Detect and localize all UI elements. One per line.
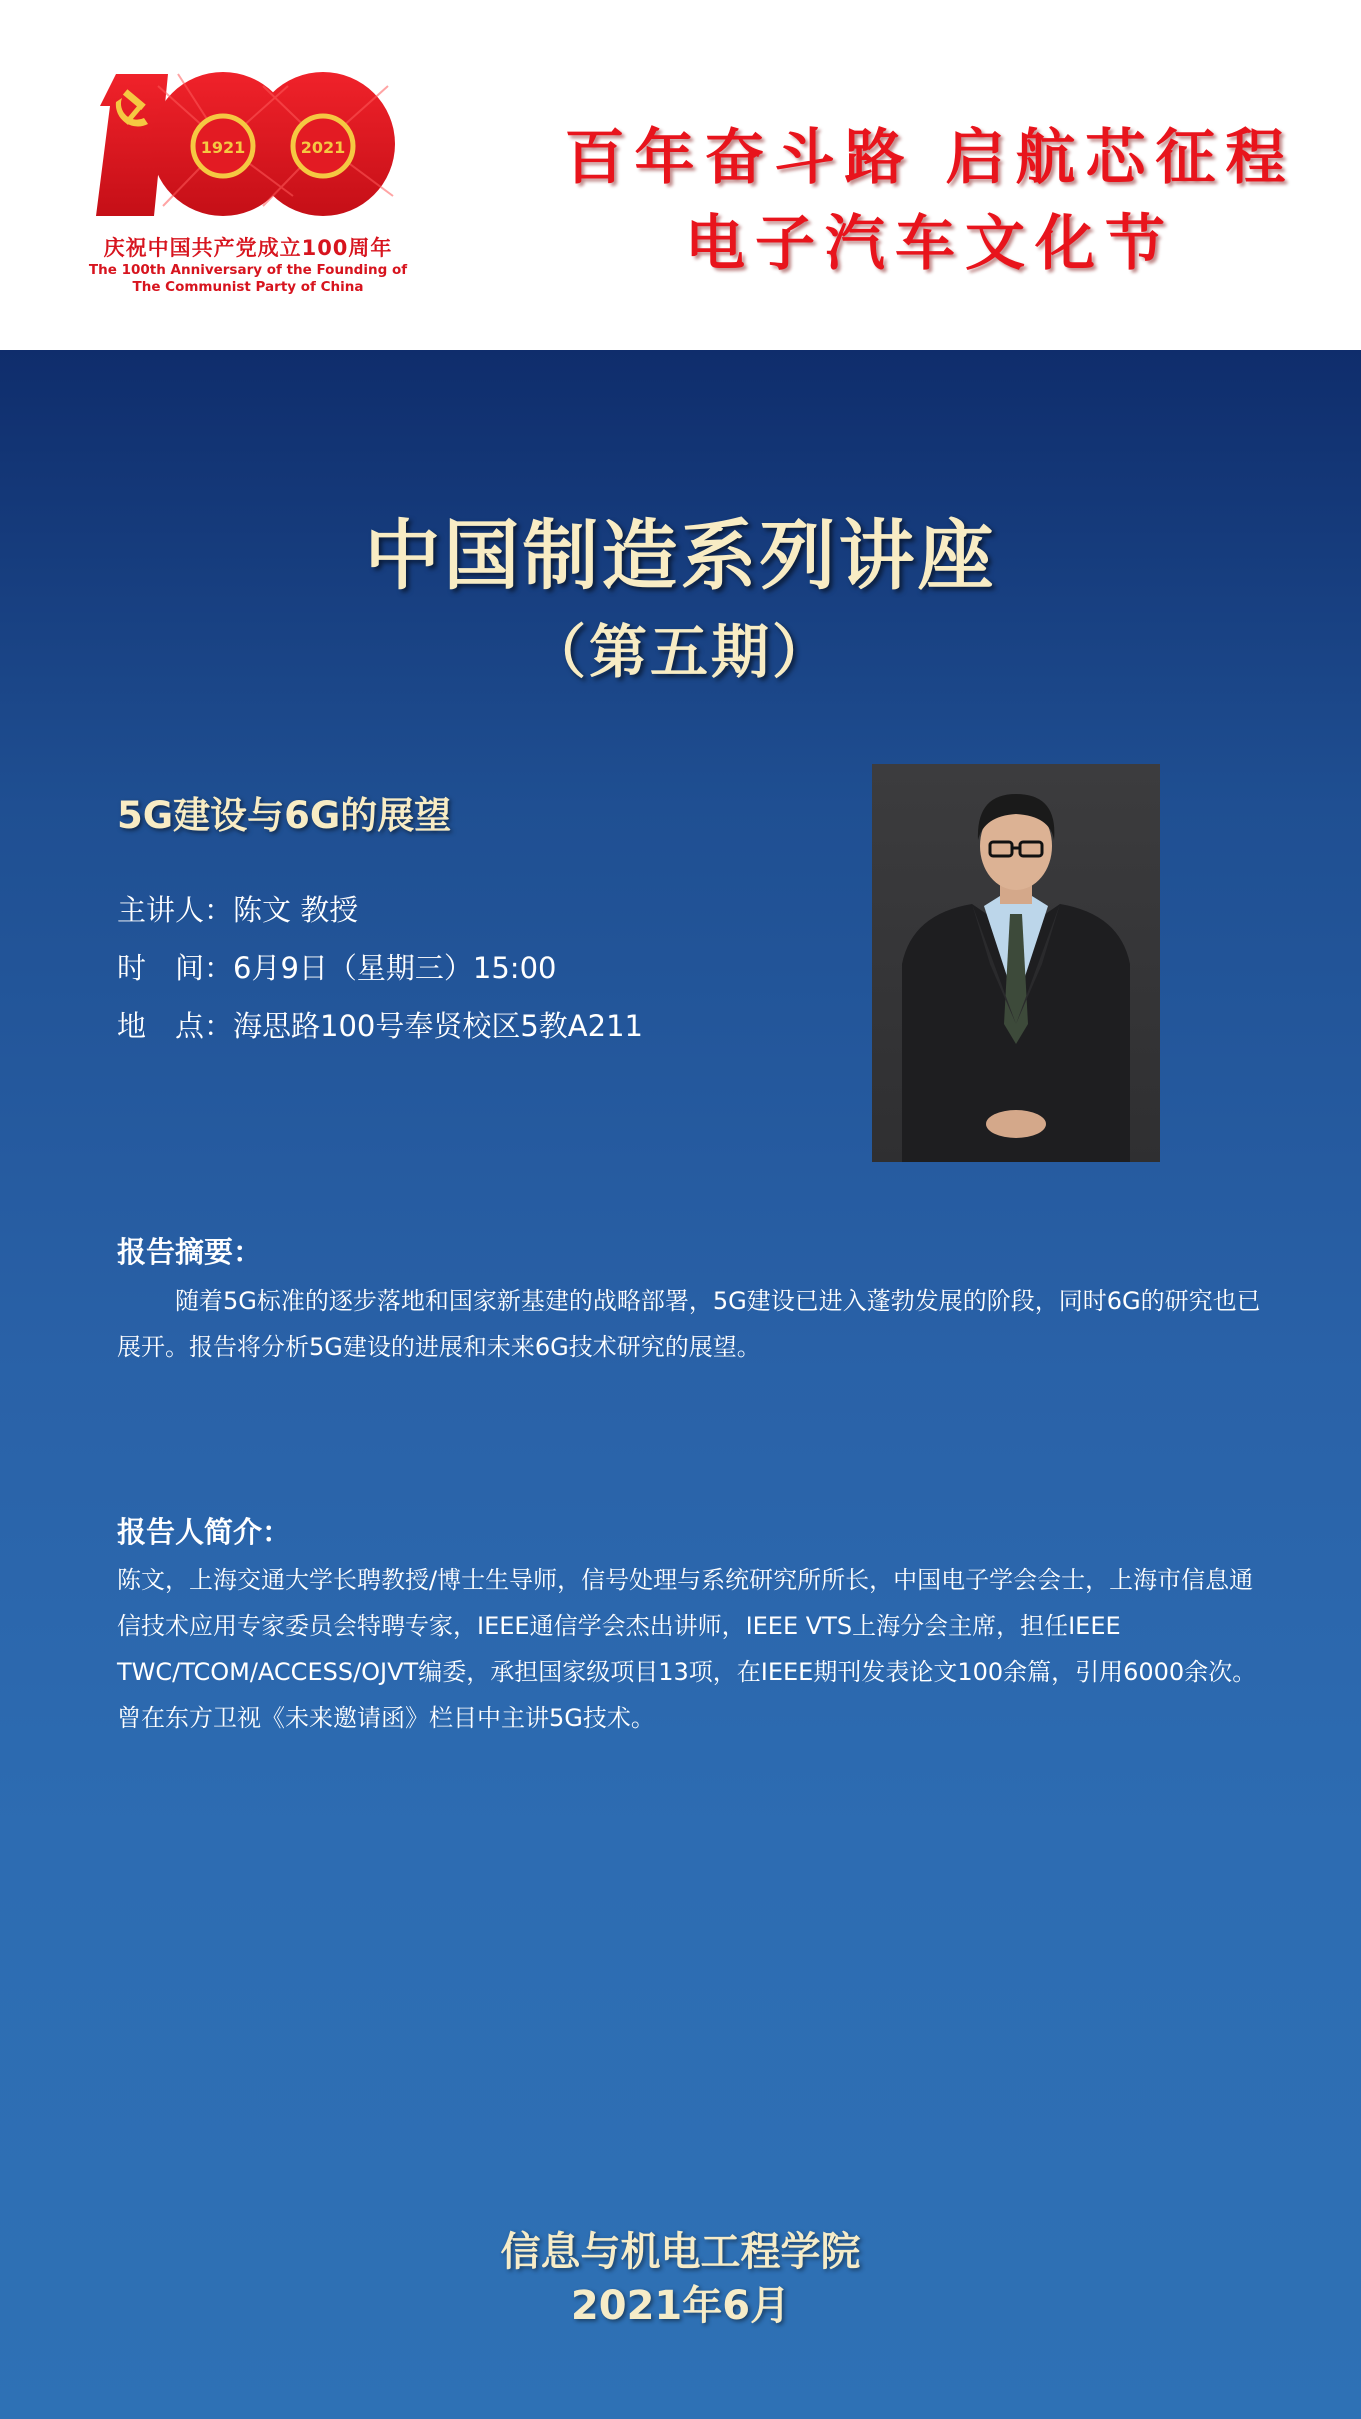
speaker-line: 主讲人：陈文 教授	[117, 893, 359, 927]
logo-caption-en	[88, 262, 408, 296]
speaker-portrait-illustration	[872, 764, 1160, 1162]
logo-year-right: 2021	[300, 138, 346, 157]
logo-caption-en-line1: The 100th Anniversary of the Founding of	[88, 262, 408, 278]
bio-text: 陈文，上海交通大学长聘教授/博士生导师，信号处理与系统研究所所长，中国电子学会会士，上海市信息通信技术应用专家委员会特聘专家，IEEE通信学会杰出讲师，IEEE VTS上海分会主席，担任IEEE TWC/TCOM/ACCESS/OJVT编委，承担国家级项目13项，在IEEE期刊发表论文100余篇，引用6000余次。曾在东方卫视《未来邀请函》栏目中主讲5G技术。	[117, 1566, 1257, 1732]
logo-year-left: 1921	[200, 138, 246, 157]
abstract-heading: 报告摘要：	[117, 1235, 263, 1269]
centenary-100-emblem	[88, 66, 408, 236]
speaker-photo	[872, 764, 1160, 1162]
slogan-line-1: 百年奋斗路 启航芯征程	[564, 123, 1296, 193]
location-line: 地 点：海思路100号奉贤校区5教A211	[117, 1009, 643, 1043]
poster-date: 2021年6月	[570, 2283, 791, 2329]
organizer: 信息与机电工程学院	[500, 2229, 861, 2275]
lecture-series-title: 中国制造系列讲座	[364, 511, 997, 600]
logo-caption-cn: 庆祝中国共产党成立100周年	[103, 236, 393, 260]
header-banner	[0, 0, 1361, 350]
bio-heading: 报告人简介：	[117, 1515, 292, 1549]
abstract-text: 随着5G标准的逐步落地和国家新基建的战略部署，5G建设已进入蓬勃发展的阶段，同时6G的研究也已展开。报告将分析5G建设的进展和未来6G技术研究的展望。	[117, 1287, 1261, 1361]
lecture-issue-subtitle: （第五期）	[527, 618, 833, 686]
time-line: 时 间：6月9日（星期三）15:00	[117, 951, 557, 985]
logo-caption-en-line2: The Communist Party of China	[132, 279, 364, 295]
slogan-line-2: 电子汽车文化节	[685, 209, 1175, 279]
party-centenary-logo	[88, 66, 408, 316]
lecture-topic: 5G建设与6G的展望	[117, 794, 452, 837]
poster-main	[0, 350, 1361, 2419]
